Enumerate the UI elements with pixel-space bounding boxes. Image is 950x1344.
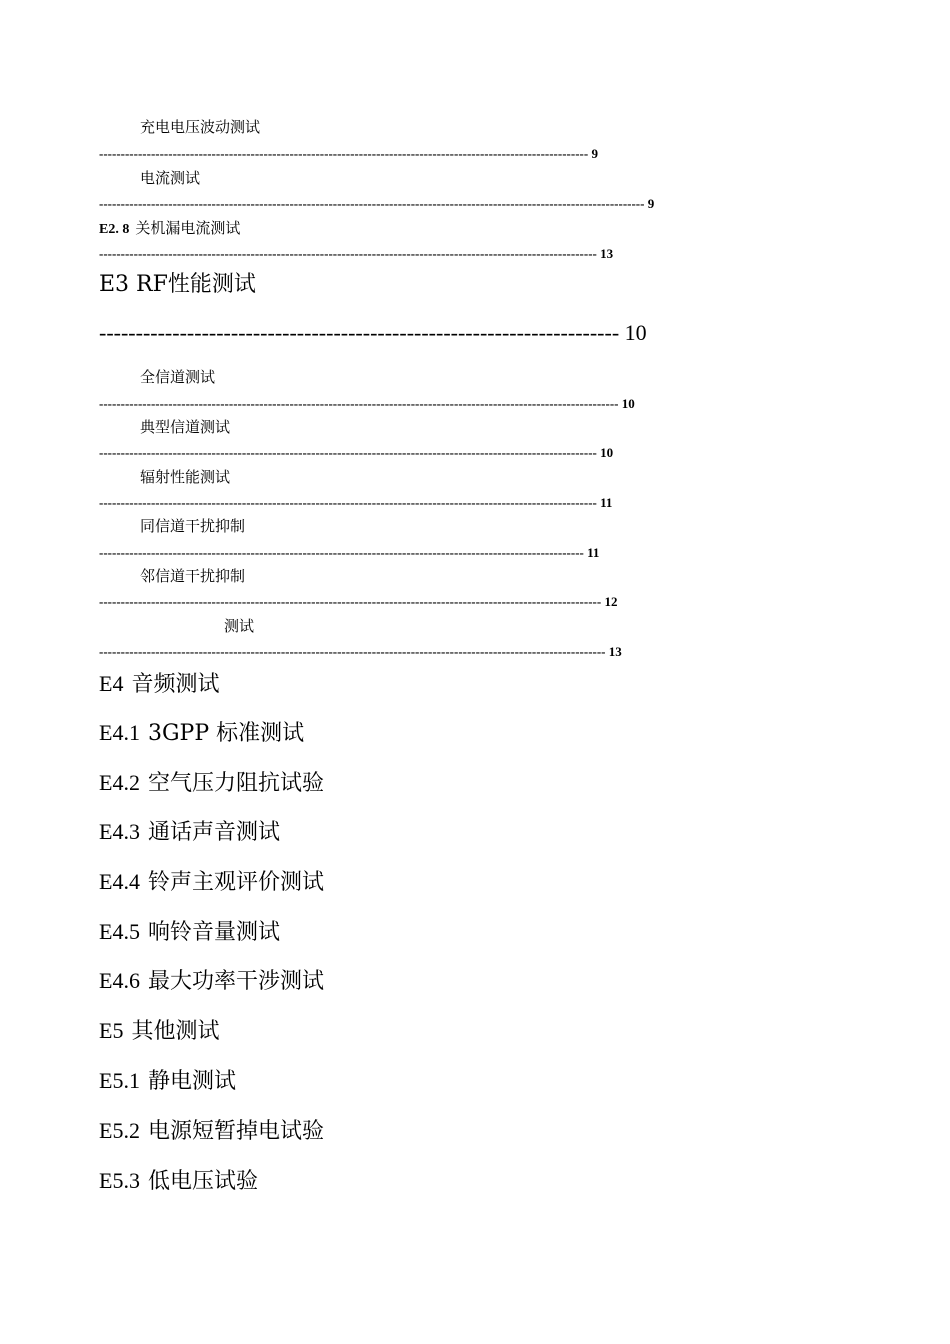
heading-number: E4.6 — [99, 968, 140, 993]
heading-number: E5.1 — [99, 1068, 140, 1093]
toc-leader: --------------------------------------------------------------------------------------------------------------------- — [99, 645, 606, 659]
toc-title-text: 全信道测试 — [140, 368, 216, 386]
toc-leader-row — [99, 496, 694, 510]
heading-item[interactable] — [99, 1118, 324, 1145]
heading-item[interactable] — [99, 671, 219, 698]
toc-leader: ------------------------------------------------------------------------------------------------------------------- — [99, 496, 597, 510]
toc-title[interactable] — [140, 368, 215, 386]
heading-number: E4.1 — [99, 720, 140, 745]
heading-number: E4.3 — [99, 819, 140, 844]
toc-title[interactable] — [140, 517, 245, 535]
heading-number: E5.3 — [99, 1168, 140, 1193]
heading-title: 通话声音测试 — [147, 820, 280, 845]
toc-leader: ------------------------------------------------------------------------------------------------------------------- — [99, 247, 597, 261]
heading-item[interactable] — [99, 1168, 258, 1195]
heading-item[interactable] — [99, 1068, 236, 1095]
toc-leader-row — [99, 247, 671, 261]
toc-title-text: E3 RF性能测试 — [99, 272, 256, 297]
heading-item[interactable] — [99, 869, 324, 896]
toc-leader-row — [99, 595, 671, 609]
toc-heading-e3[interactable] — [99, 272, 256, 298]
toc-leader-row — [99, 397, 709, 411]
toc-page-number: 10 — [621, 397, 635, 411]
heading-title: 低电压试验 — [147, 1169, 258, 1194]
toc-title[interactable] — [99, 219, 240, 239]
toc-leader: ----------------------------------------------------------------------------------------------------------------- — [99, 147, 589, 161]
heading-title: 电源短暂掉电试验 — [147, 1119, 324, 1144]
toc-leader-row — [99, 197, 724, 211]
toc-page-number: 11 — [600, 496, 613, 510]
toc-page-number: 11 — [587, 546, 600, 560]
toc-section-number: E2. 8 — [99, 222, 130, 237]
heading-number: E4.4 — [99, 869, 140, 894]
toc-title-text: 邻信道干扰抑制 — [140, 567, 246, 585]
toc-page-number: 10 — [600, 446, 614, 460]
heading-item[interactable] — [99, 968, 324, 995]
toc-page-number: 10 — [624, 321, 647, 345]
heading-title: 铃声主观评价测试 — [147, 870, 324, 895]
toc-title[interactable] — [140, 118, 260, 136]
toc-leader-row — [99, 446, 689, 460]
toc-page-number: 9 — [591, 147, 598, 161]
toc-title[interactable] — [140, 468, 230, 486]
toc-leader: ----------------------------------------------------------------------- — [99, 321, 620, 345]
toc-leader: ------------------------------------------------------------------------------------------------------------------- — [99, 446, 597, 460]
heading-title: 音频测试 — [131, 672, 220, 697]
heading-item[interactable] — [99, 819, 280, 846]
toc-title-text: 电流测试 — [140, 169, 201, 187]
heading-title: 其他测试 — [131, 1019, 220, 1044]
toc-leader: ------------------------------------------------------------------------------------------------------------------------ — [99, 397, 619, 411]
toc-page-number: 9 — [647, 197, 655, 211]
toc-title-text: 关机漏电流测试 — [135, 219, 241, 237]
heading-number: E5 — [99, 1018, 124, 1043]
heading-item[interactable] — [99, 919, 280, 946]
heading-title: 3GPP 标准测试 — [147, 721, 305, 746]
toc-leader: ------------------------------------------------------------------------------------------------------------------------------ — [99, 197, 645, 211]
heading-item[interactable] — [99, 720, 304, 747]
heading-title: 响铃音量测试 — [147, 920, 280, 945]
heading-number: E5.2 — [99, 1118, 140, 1143]
toc-leader-row — [99, 546, 679, 560]
heading-number: E4.5 — [99, 919, 140, 944]
heading-title: 静电测试 — [147, 1069, 236, 1094]
toc-title-text: 辐射性能测试 — [140, 468, 231, 486]
toc-leader-row — [99, 147, 659, 161]
heading-number: E4 — [99, 671, 124, 696]
toc-leader-row — [99, 321, 699, 345]
toc-page-number: 13 — [608, 645, 622, 659]
heading-title: 空气压力阻抗试验 — [147, 771, 324, 796]
toc-leader: -------------------------------------------------------------------------------------------------------------------- — [99, 595, 602, 609]
toc-leader-row — [99, 645, 677, 659]
toc-page-number: 12 — [604, 595, 618, 609]
heading-item[interactable] — [99, 1018, 219, 1045]
toc-title[interactable] — [140, 418, 230, 436]
toc-title-text: 测试 — [224, 617, 255, 635]
heading-title: 最大功率干涉测试 — [147, 969, 324, 994]
toc-title[interactable] — [140, 169, 200, 187]
heading-item[interactable] — [99, 770, 324, 797]
toc-title-text: 同信道干扰抑制 — [140, 517, 246, 535]
toc-title[interactable] — [140, 567, 245, 585]
toc-title[interactable] — [224, 617, 254, 635]
toc-title-text: 典型信道测试 — [140, 418, 231, 436]
toc-leader: ---------------------------------------------------------------------------------------------------------------- — [99, 546, 584, 560]
toc-page-number: 13 — [600, 247, 614, 261]
toc-title-text: 充电电压波动测试 — [140, 118, 261, 136]
heading-number: E4.2 — [99, 770, 140, 795]
